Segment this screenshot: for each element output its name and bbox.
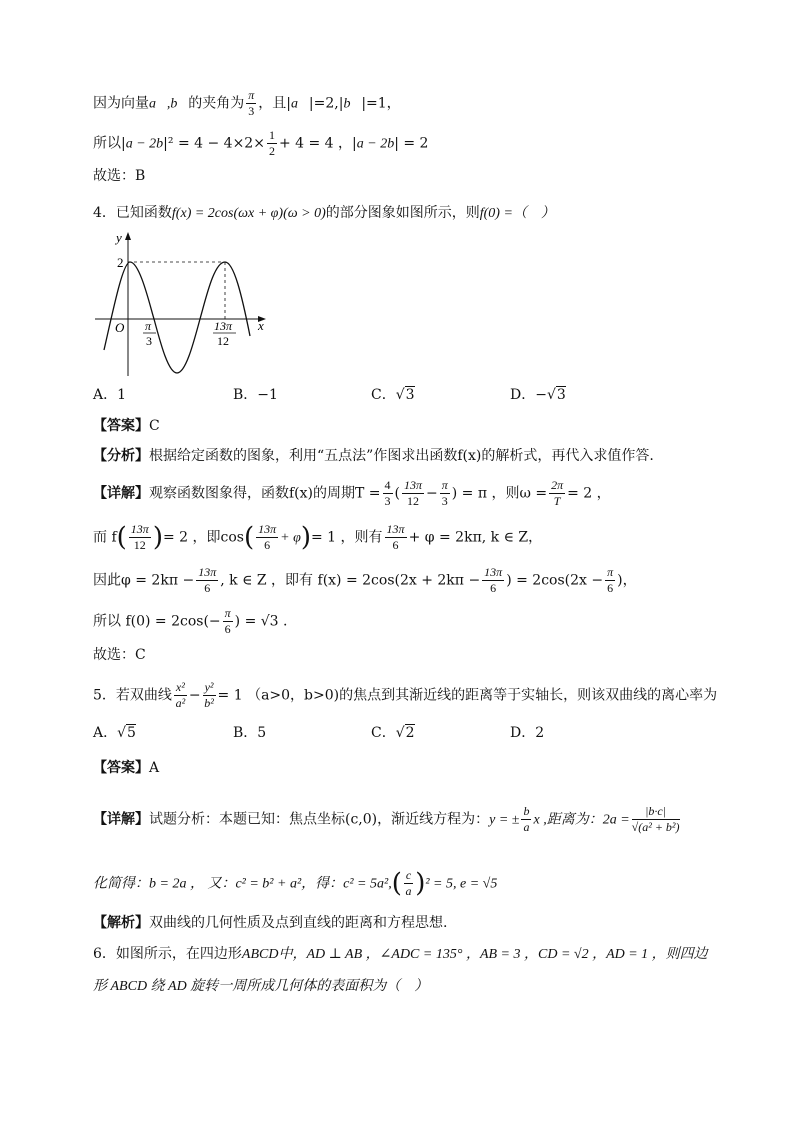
question-6-line1: 6．如图所示，在四边形ABCD中，AD ⊥ AB ，∠ADC = 135° ，AB = 3 ，CD = √2 ，AD = 1 ，则四边 (93, 946, 708, 962)
detail-5: 【详解】试题分析：本题已知：焦点坐标(c,0)，渐近线方程为：y = ± $\frac{b}{a}$ x ,距离为：2a = $\frac{|b\cdot c|}{\text{√(a² + b²)}}$ (93, 804, 680, 834)
answer-select-c: 故选：C (93, 647, 146, 663)
answer-5: 【答案】A (93, 760, 160, 776)
option-d[interactable]: D．2 (510, 725, 545, 741)
analysis-4: 【分析】根据给定函数的图象，利用“五点法”作图求出函数f(x)的解析式，再代入求值作答. (93, 448, 654, 464)
option-d[interactable]: D．−√3 (510, 387, 566, 403)
line-magnitude: 所以|a − 2b|² = 4 − 4×2× $\frac{1}{2}$ + 4 = 4 ，|a − 2b| = 2 (93, 128, 429, 158)
detail-4-period: 【详解】观察函数图象得，函数f(x)的周期T = $\frac{4}{3}$ ( $\frac{13\pi}{12}$ − $\frac{\pi}{3}$ ) = π ，则ω = $\frac{2\pi}{T}$ = 2 ， (93, 478, 611, 508)
line-vector-angle: 因为向量a⃗,b⃗的夹角为 $\frac{\pi}{3}$ ，且|a⃗|=2,|b⃗|=1， (93, 88, 401, 118)
option-c[interactable]: C．√3 (371, 387, 415, 403)
origin-label: O (115, 320, 125, 335)
detail-4-phase: 而 f( $\frac{13\pi}{12}$ )= 2 ，即cos( $\frac{13\pi}{6}$ + φ)= 1 ，则有 $\frac{13\pi}{6}$ + φ = 2kπ, k ∈ Z， (93, 522, 543, 553)
answer-select-b: 故选：B (93, 168, 146, 184)
question-6-line2: 形 ABCD 绕 AD 旋转一周所成几何体的表面积为（ ） (93, 979, 429, 994)
answer-4: 【答案】C (93, 418, 160, 434)
vector-a-b: a⃗,b⃗ (149, 96, 189, 112)
simplify-5: 化简得：b = 2a ， 又：c² = b² + a²，得：c² = 5a²,( $\frac{c}{a}$ )² = 5, e = √5 (93, 868, 498, 899)
explanation-5: 【解析】双曲线的几何性质及点到直线的距离和方程思想. (93, 915, 448, 931)
tick-13pi-12-den: 12 (217, 334, 229, 348)
detail-4-phi: 因此φ = 2kπ − $\frac{13\pi}{6}$ , k ∈ Z ，即有 f(x) = 2cos(2x + 2kπ − $\frac{13\pi}{6}$ ) = 2cos(2x − $\frac{\pi}{6}$ )， (93, 565, 637, 595)
tick-13pi-12-num: 13π (214, 319, 233, 333)
detail-4-result: 所以 f(0) = 2cos(− $\frac{\pi}{6}$ ) = √3 . (93, 606, 288, 636)
tick-pi-3-den: 3 (146, 334, 152, 348)
question-5: 5．若双曲线 $\frac{\text{x²}}{\text{a²}}$ − $\frac{\text{y²}}{\text{b²}}$ = 1 （a>0，b>0)的焦点到其渐近线的距离等于实轴长，则该双曲线的离心率为 (93, 680, 718, 710)
option-b[interactable]: B．5 (233, 725, 267, 741)
option-a[interactable]: A．√5 (93, 725, 136, 741)
max-label: 2 (117, 255, 124, 270)
cosine-graph (90, 226, 280, 378)
x-axis-label: x (258, 318, 264, 333)
option-c[interactable]: C．√2 (371, 725, 415, 741)
tick-pi-3-num: π (145, 319, 152, 333)
option-a[interactable]: A．1 (93, 387, 127, 403)
y-axis-label: y (116, 230, 122, 245)
question-4: 4．已知函数f(x) = 2cos(ωx + φ)(ω > 0)的部分图象如图所示，则f(0) =（ ） (93, 205, 555, 221)
option-b[interactable]: B．−1 (233, 387, 278, 403)
